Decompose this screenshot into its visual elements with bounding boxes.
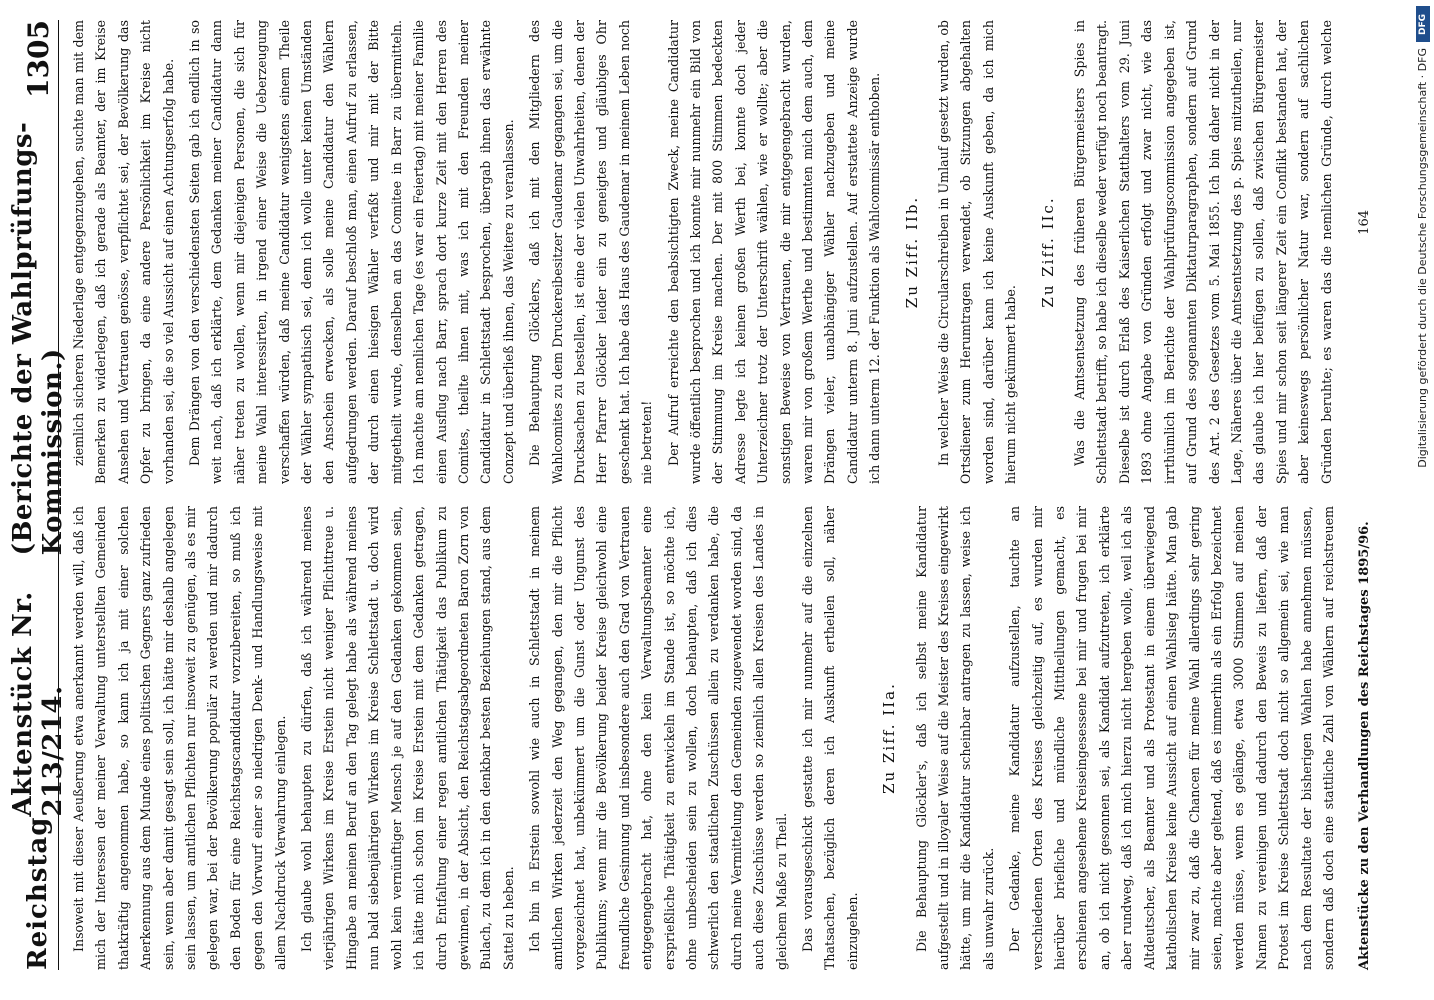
page-header: [8, 20, 68, 970]
header-reichstag: Reichstag: [23, 816, 53, 970]
page-footer: [1350, 20, 1378, 970]
paragraph: Der Aufruf erreichte den beabsichtigten Zweck, meine Candidatur wurde öffentlich besprochen und ich konnte mir nunmehr ein Bild von der Stimmung im Kreise machen. Der mit 800 Stimmen bedeckten Adresse legte ich keinen großen Werth bei, konnte doch jeder Unterzeichner trotz der Unterschrift wählen, wie er wollte; aber die sonstigen Beweise von Vertrauen, die mir entgegengebracht wurden, waren mir von großem Werthe und bestimmten mich dem auch, dem Drängen vieler, unabhängiger Wähler nachzugeben und meine Candidatur unterm 8. Juni aufzustellen. Auf erstattete Anzeige wurde ich dann unterm 12. der Funktion als Wahlcommissär enthoben.: [665, 20, 883, 484]
section-heading: Zu Ziff. IIc.: [1038, 196, 1057, 308]
paragraph: Ich bin in Erstein sowohl wie auch in Schlettstadt in meinem amtlichen Wirken jederzeit den Weg gegangen, den mir die Pflicht vorgezeichnet hat, unbekümmert um die Gunst oder Ungunst des Publikums; wenn mir die Bevölkerung beider Kreise gleichwohl eine freundliche Gesinnung und insbesondere auch den Grad von Vertrauen entgegengebracht hat, ohne den kein Verwaltungsbeamter eine ersprießliche Thätigkeit zu entwickeln im Stande ist, so möchte ich, ohne unbescheiden sein zu wollen, doch behaupten, daß ich dies schwerlich den staatlichen Zuschüssen allein zu verdanken habe, die durch meine Vermittelung den Gemeinden zugewendet worden sind, da auch diese Zuschüsse werden so ziemlich allen Kreisen des Landes in gleichem Maße zu Theil.: [527, 506, 789, 970]
paragraph: Das vorausgeschickt gestatte ich mir nunmehr auf die einzelnen Thatsachen, bezüglich deren ich Auskunft ertheilen soll, näher einzugehen.: [800, 506, 860, 970]
section-heading: Zu Ziff. IIb.: [902, 195, 921, 309]
digitization-credit: [1412, 0, 1434, 1000]
dfg-logo-icon: DFG: [1416, 6, 1430, 42]
header-title: (Berichte der Wahlprüfungs-Kommission.): [8, 121, 68, 556]
header-doc-number: Aktenstück Nr. 213/214.: [8, 591, 68, 817]
page-number: 1305: [21, 20, 55, 98]
paragraph: Dem Drängen von den verschiedensten Seiten gab ich endlich in so weit nach, daß ich erklärte, dem Gedanken meiner Candidatur dann näher treten zu wollen, wenn mir diejenigen Personen, die sich für meine Wahl interessirten, in irgend einer Weise die Ueberzeugung verschaffen würden, daß meine Candidatur wenigstens einem Theile der Wähler sympathisch sei, denn ich wolle unter keinen Umständen den Anschein erwecken, als solle meine Candidatur den Wählern aufgedrungen werden. Darauf beschloß man, einen Aufruf zu erlassen, der durch einen hiesigen Wähler verfaßt und mir mit der Bitte mitgetheilt wurde, denselben an das Comitee in Barr zu übermitteln. Ich machte am nemlichen Tage (es war ein Feiertag) mit meiner Familie einen Ausflug nach Barr, sprach dort kurze Zeit mit den Herren des Comites, theilte ihnen mit, was ich mit den Freunden meiner Candidatur in Schlettstadt besprochen, übergab ihnen das erwähnte Conzept und überließ ihnen, das Weitere zu veranlassen.: [187, 20, 516, 484]
paragraph: ziemlich sicheren Niederlage entgegenzugehen, suchte man mit dem Bemerken zu widerlegen, daß ich gerade als Beamter, der im Kreise Ansehen und Vertrauen genösse, verpflichtet sei, der Bevölkerung das Opfer zu bringen, da eine andere Persönlichkeit im Kreise nicht vorhanden sei, die so viel Aussicht auf einen Achtungserfolg habe.: [71, 20, 176, 484]
column-right: [68, 20, 1340, 484]
footer-series: Aktenstücke zu den Verhandlungen des Reichstages 1895/96.: [1356, 521, 1372, 970]
paragraph: Insoweit mit dieser Aeußerung etwa anerkannt werden will, daß ich mich der Interessen der meiner Verwaltung unterstellten Gemeinden thatkräftig angenommen habe, so kann ich ja mit einer solchen Anerkennung aus dem Munde eines politischen Gegners ganz zufrieden sein, wenn aber damit gesagt sein soll, ich hätte mir deshalb angelegen sein lassen, um amtlichen Pflichten nur insoweit zu genügen, als es mir gelegen war, bei der Bevölkerung populär zu werden und mir dadurch den Boden für eine Reichstagscandidatur vorzubereiten, so muß ich gegen den Vorwurf einer so niedrigen Denk- und Handlungsweise mit allem Nachdruck Verwahrung einlegen.: [71, 506, 288, 970]
paragraph: Der Gedanke, meine Kandidatur aufzustellen, tauchte an verschiedenen Orten des Kreises gleichzeitig auf, es wurden mir hierüber briefliche und mündliche Mittheilungen gemacht, es erschienen angesehene Kreiseingesessene bei mir und frugen bei mir an, ob ich nicht gesonnen sei, als Kandidat aufzutreten, ich erklärte aber rundweg, daß ich mich hierzu nicht hergeben wolle, weil ich als Altdeutscher, als Beamter und als Protestant in einem überwiegend katholischen Kreise keine Aussicht auf einen Wahlsieg hätte. Man gab mir zwar zu, daß die Chancen für meine Wahl allerdings sehr gering seien, machte aber geltend, daß es immerhin als ein Erfolg bezeichnet werden müsse, wenn es gelänge, etwa 3000 Stimmen auf meinen Namen zu vereinigen und dadurch den Beweis zu liefern, daß der Protest im Kreise Schlettstadt doch nicht so allgemein sei, wie man nach dem Resultate der bisherigen Wahlen habe annehmen müssen, sondern daß doch eine stattliche Zahl von Wählern auf reichstreuem: [1007, 506, 1336, 970]
paragraph: Ich glaube wohl behaupten zu dürfen, daß ich während meines vierjährigen Wirkens im Kreise Erstein nicht weniger Pflichttreue u. Hingabe an meinen Beruf an den Tag gelegt habe als während meines nun bald siebenjährigen Wirkens im Kreise Schlettstadt u. doch wird wohl kein vernünftiger Mensch je auf den Gedanken gekommen sein, ich hätte mich schon im Kreise Erstein mit dem Gedanken getragen, durch Entfaltung einer regen amtlichen Thätigkeit das Publikum zu gewinnen, in der Absicht, den Reichstagsabgeordneten Baron Zorn von Bulach, zu dem ich in den denkbar besten Beziehungen stand, aus dem Sattel zu heben.: [299, 506, 516, 970]
section-heading: Zu Ziff. IIa.: [880, 682, 899, 794]
paragraph: In welcher Weise die Circularschreiben in Umlauf gesetzt wurden, ob Ortsdiener zum Herumtragen verwendet, ob Sitzungen abgehalten worden sind, darüber kann ich keine Auskunft geben, da ich mich hierum nicht gekümmert habe.: [936, 20, 1019, 484]
column-left: [68, 506, 1340, 970]
text-columns: [68, 20, 1340, 970]
paragraph: Die Behauptung Glöcklers, daß ich mit den Mitgliedern des Wahlcomites zu dem Druckereibesitzer Gaudemar gegangen sei, um die Drucksachen zu bestellen, ist eine der vielen Unwahrheiten, denen der Herr Pfarrer Glöckler leider ein zu geneigtes und gläubiges Ohr geschenkt hat. Ich habe das Haus des Gaudemar in meinem Leben noch nie betreten!: [527, 20, 655, 484]
signature-number: 164: [1356, 210, 1372, 235]
credit-text: Digitalisierung gefördert durch die Deutsche Forschungsgemeinschaft · DFG: [1416, 48, 1429, 468]
paragraph: Was die Amtsentsetzung des früheren Bürgermeisters Spies in Schlettstadt betrifft, so habe ich dieselbe weder verfügt noch beantragt. Dieselbe ist durch Erlaß des Kaiserlichen Statthalters vom 29. Juni 1893 ohne Angabe von Gründen erfolgt und zwar nicht, wie das irrthümlich im Berichte der Wahlprüfungscommission angegeben ist, auf Grund des sogenannten Diktaturparagraphen, sondern auf Grund des Art. 2 des Gesetzes vom 5. Mai 1855. Ich bin daher nicht in der Lage, Näheres über die Amtsentsetzung des p. Spies mitzutheilen, nur das glaube ich hier beifügen zu sollen, daß zwischen Bürgermeister Spies und mir schon seit längerer Zeit ein Conflikt bestanden hat, der aber keineswegs persönlicher Natur war, sondern auf sachlichen Gründen beruhte; es waren das die nemlichen Gründe, durch welche: [1072, 20, 1334, 484]
paragraph: Die Behauptung Glöckler's, daß ich selbst meine Kandidatur aufgestellt und in illoyaler Weise auf die Meister des Kreises eingewirkt hätte, um mir die Kandidatur scheinbar antragen zu lassen, weise ich als unwahr zurück.: [913, 506, 996, 970]
